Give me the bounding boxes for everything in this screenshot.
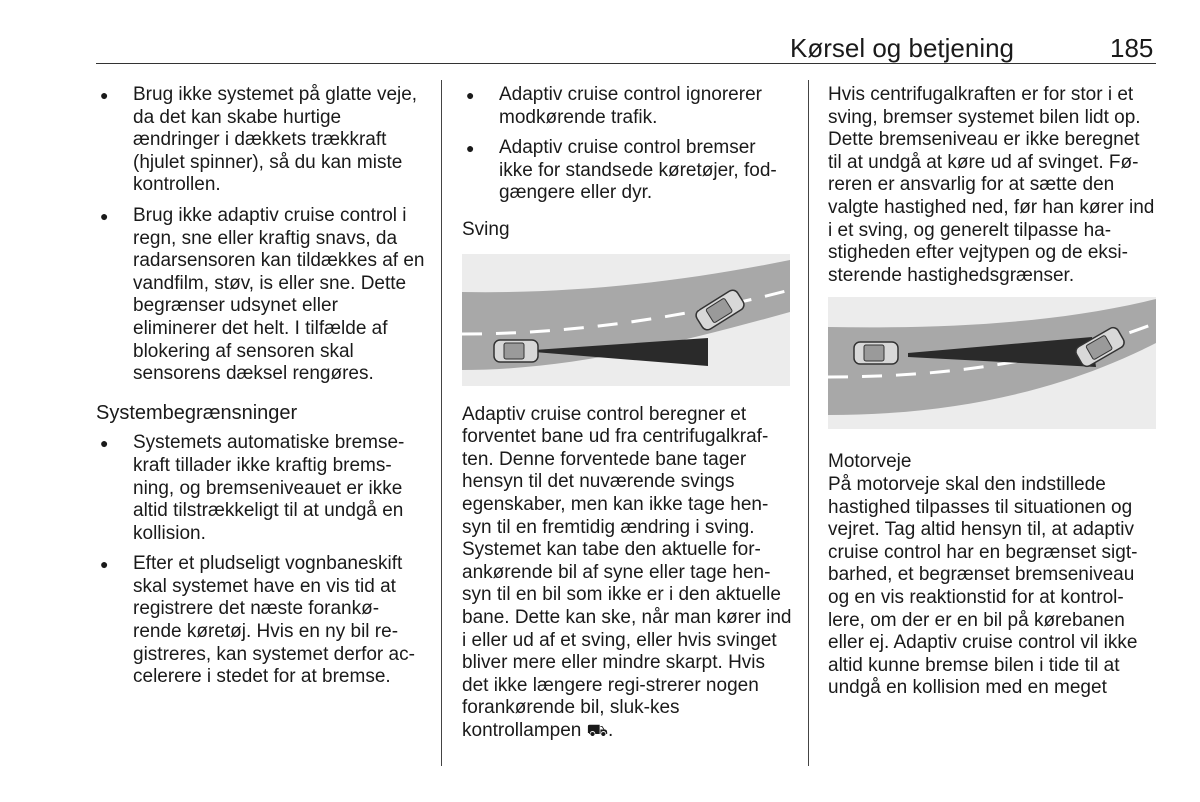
- heading-motorways: Motorveje: [828, 451, 912, 473]
- list-item: ● Systemets automatiske bremse-kraft tillader ikke kraftig brems-ning, og bremseniveauet er ikke altid tilstrækkeligt til at undgå en kollision.: [96, 432, 426, 545]
- ego-car-icon: [854, 342, 898, 364]
- list-item: ● Efter et pludseligt vognbaneskift skal systemet have en vis tid at registrere det næste forankø-rende køretøj. Hvis en ny bil re-gistreres, kan systemet derfor ac-celerere i stedet for at bremse.: [96, 553, 426, 689]
- page-number: 185: [1110, 33, 1154, 63]
- column-3: [828, 84, 1158, 700]
- list-item: ● Brug ikke systemet på glatte veje, da det kan skabe hurtige ændringer i dækkets trækkraft (hjulet spinner), så du kan miste kontrollen.: [96, 84, 426, 197]
- car-icon: ⛟: [586, 720, 609, 740]
- heading-system-limits: Systembegrænsninger: [96, 401, 298, 424]
- curve-illustration: [462, 254, 790, 386]
- heading-curves: Sving: [462, 218, 510, 240]
- curve-illustration-2: [828, 297, 1156, 429]
- column-divider-2: [808, 80, 809, 766]
- list-item: ● Adaptiv cruise control bremser ikke for standsede køretøjer, fod-gængere eller dyr.: [462, 137, 792, 205]
- header-rule: [96, 63, 1156, 64]
- motorways-body: På motorveje skal den indstillede hastighed tilpasses til situationen og vejret. Tag altid hensyn til, at adaptiv cruise control har en begrænset sigt-barhed, et begrænset bremseniveau og en vis reaktionstid for at kontrol-lere, om der er en bil på kørebanen eller ej. Adaptiv cruise control vil ikke altid kunne bremse bilen i tide til at undgå en kollision med en meget: [828, 473, 1138, 699]
- column-2: [462, 84, 792, 742]
- curves-body: Adaptiv cruise control beregner et forventet bane ud fra centrifugalkraf-ten. Denne forventede bane tager hensyn til det nuværende svings egenskaber, men kan ikke tage hen-syn til en fremtidig ændring i sving. Systemet kan tabe den aktuelle for-ankørende bil af syne eller tage hen-syn til en bil som ikke er i den aktuelle bane. Dette kan ske, når man kører ind i eller ud af et sving, eller hvis svinget bliver mere eller mindre skarpt. Hvis det ikke længere regi-strerer nogen forankørende bil, sluk-kes kontrollampen ⛟.: [462, 403, 792, 741]
- list-item: ● Brug ikke adaptiv cruise control i regn, sne eller kraftig snavs, da radarsensoren kan tildækkes af en vandfilm, støv, is eller sne. Dette begrænser udsynet eller eliminerer det helt. I tilfælde af blokering af sensoren skal sensorens dæksel rengøres.: [96, 205, 426, 386]
- section-title: Kørsel og betjening: [790, 33, 1015, 63]
- curves-body-continued: Hvis centrifugalkraften er for stor i et sving, bremser systemet bilen lidt op. Dette bremseniveau er ikke beregnet til at undgå at køre ud af svinget. Fø-reren er ansvarlig for at sætte den valgte hastighed ned, før han kører ind i et sving, og generelt tilpasse ha-stigheden efter vejtypen og de eksi-sterende hastighedsgrænser.: [828, 84, 1155, 286]
- column-1: [96, 84, 426, 697]
- column-divider-1: [441, 80, 442, 766]
- ego-car-icon: [494, 340, 538, 362]
- list-item: ● Adaptiv cruise control ignorerer modkørende trafik.: [462, 84, 792, 129]
